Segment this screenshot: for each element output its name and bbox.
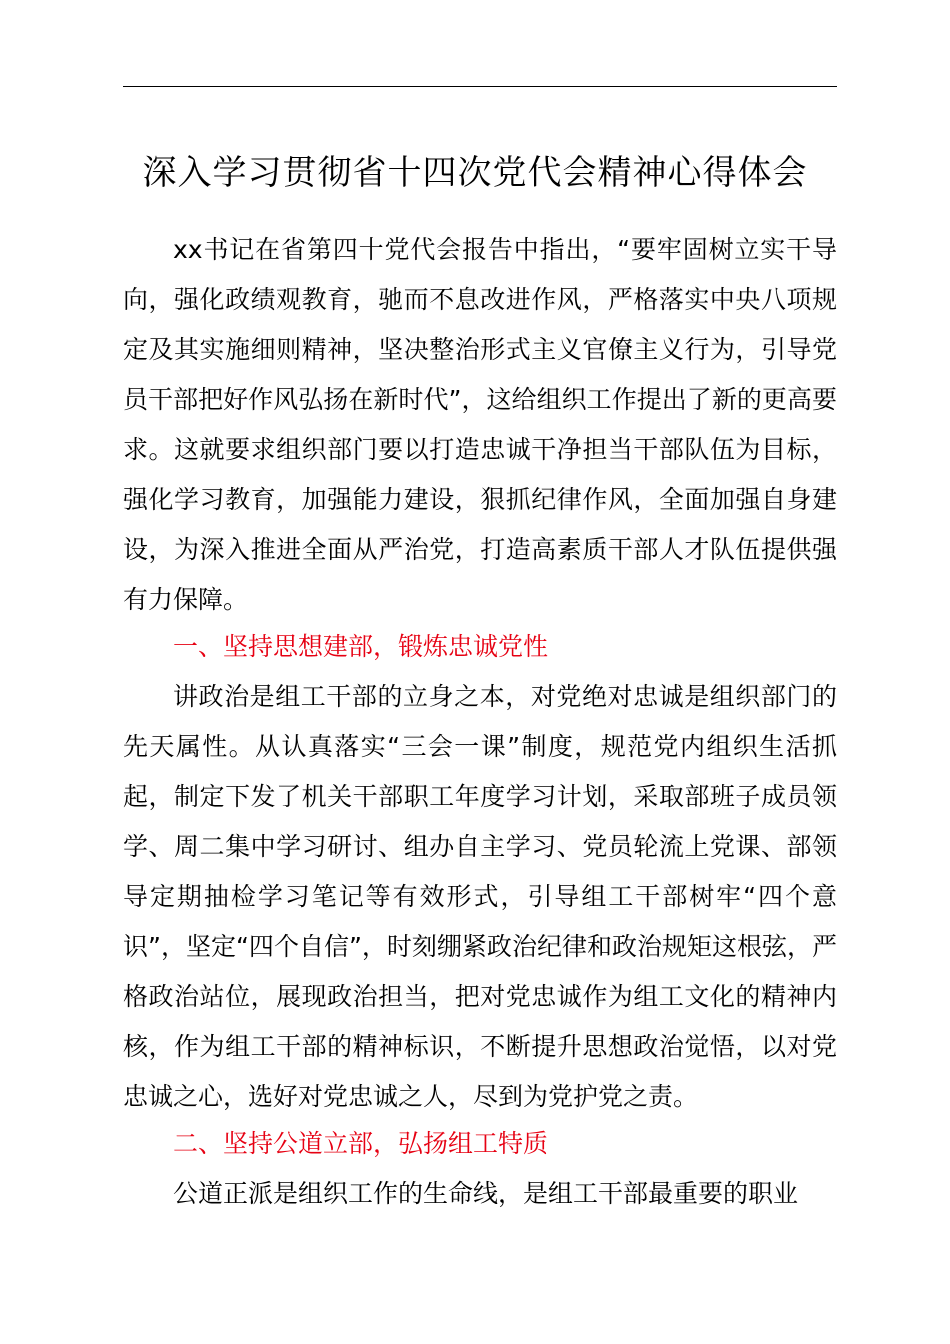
section-heading-1: 一、坚持思想建部，锻炼忠诚党性 [173, 632, 549, 661]
body-paragraph-section-1: 讲政治是组工干部的立身之本，对党绝对忠诚是组织部门的先天属性。从认真落实“三会一课”制度，规范党内组织生活抓起，制定下发了机关干部职工年度学习计划，采取部班子成员领学、周二集中学习研讨、组办自主学习、党员轮流上党课、部领导定期抽检学习笔记等有效形式，引导组工干部树牢“四个意识”，坚定“四个自信”，时刻绷紧政治纪律和政治规矩这根弦，严格政治站位，展现政治担当，把对党忠诚作为组工文化的精神内核，作为组工干部的精神标识，不断提升思想政治觉悟，以对党忠诚之心，选好对党忠诚之人，尽到为党护党之责。 [123, 682, 837, 1111]
header-rule [123, 86, 837, 87]
body-paragraph-intro: xx书记在省第四十党代会报告中指出，“要牢固树立实干导向，强化政绩观教育，驰而不息改进作风，严格落实中央八项规定及其实施细则精神，坚决整治形式主义官僚主义行为，引导党员干部把好作风弘扬在新时代”，这给组织工作提出了新的更高要求。这就要求组织部门要以打造忠诚干净担当干部队伍为目标，强化学习教育，加强能力建设，狠抓纪律作风，全面加强自身建设，为深入推进全面从严治党，打造高素质干部人才队伍提供强有力保障。 [123, 235, 837, 614]
document-title: 深入学习贯彻省十四次党代会精神心得体会 [142, 153, 808, 193]
section-heading-2: 二、坚持公道立部，弘扬组工特质 [173, 1129, 549, 1158]
body-paragraph-section-2: 公道正派是组织工作的生命线，是组工干部最重要的职业 [173, 1179, 799, 1208]
